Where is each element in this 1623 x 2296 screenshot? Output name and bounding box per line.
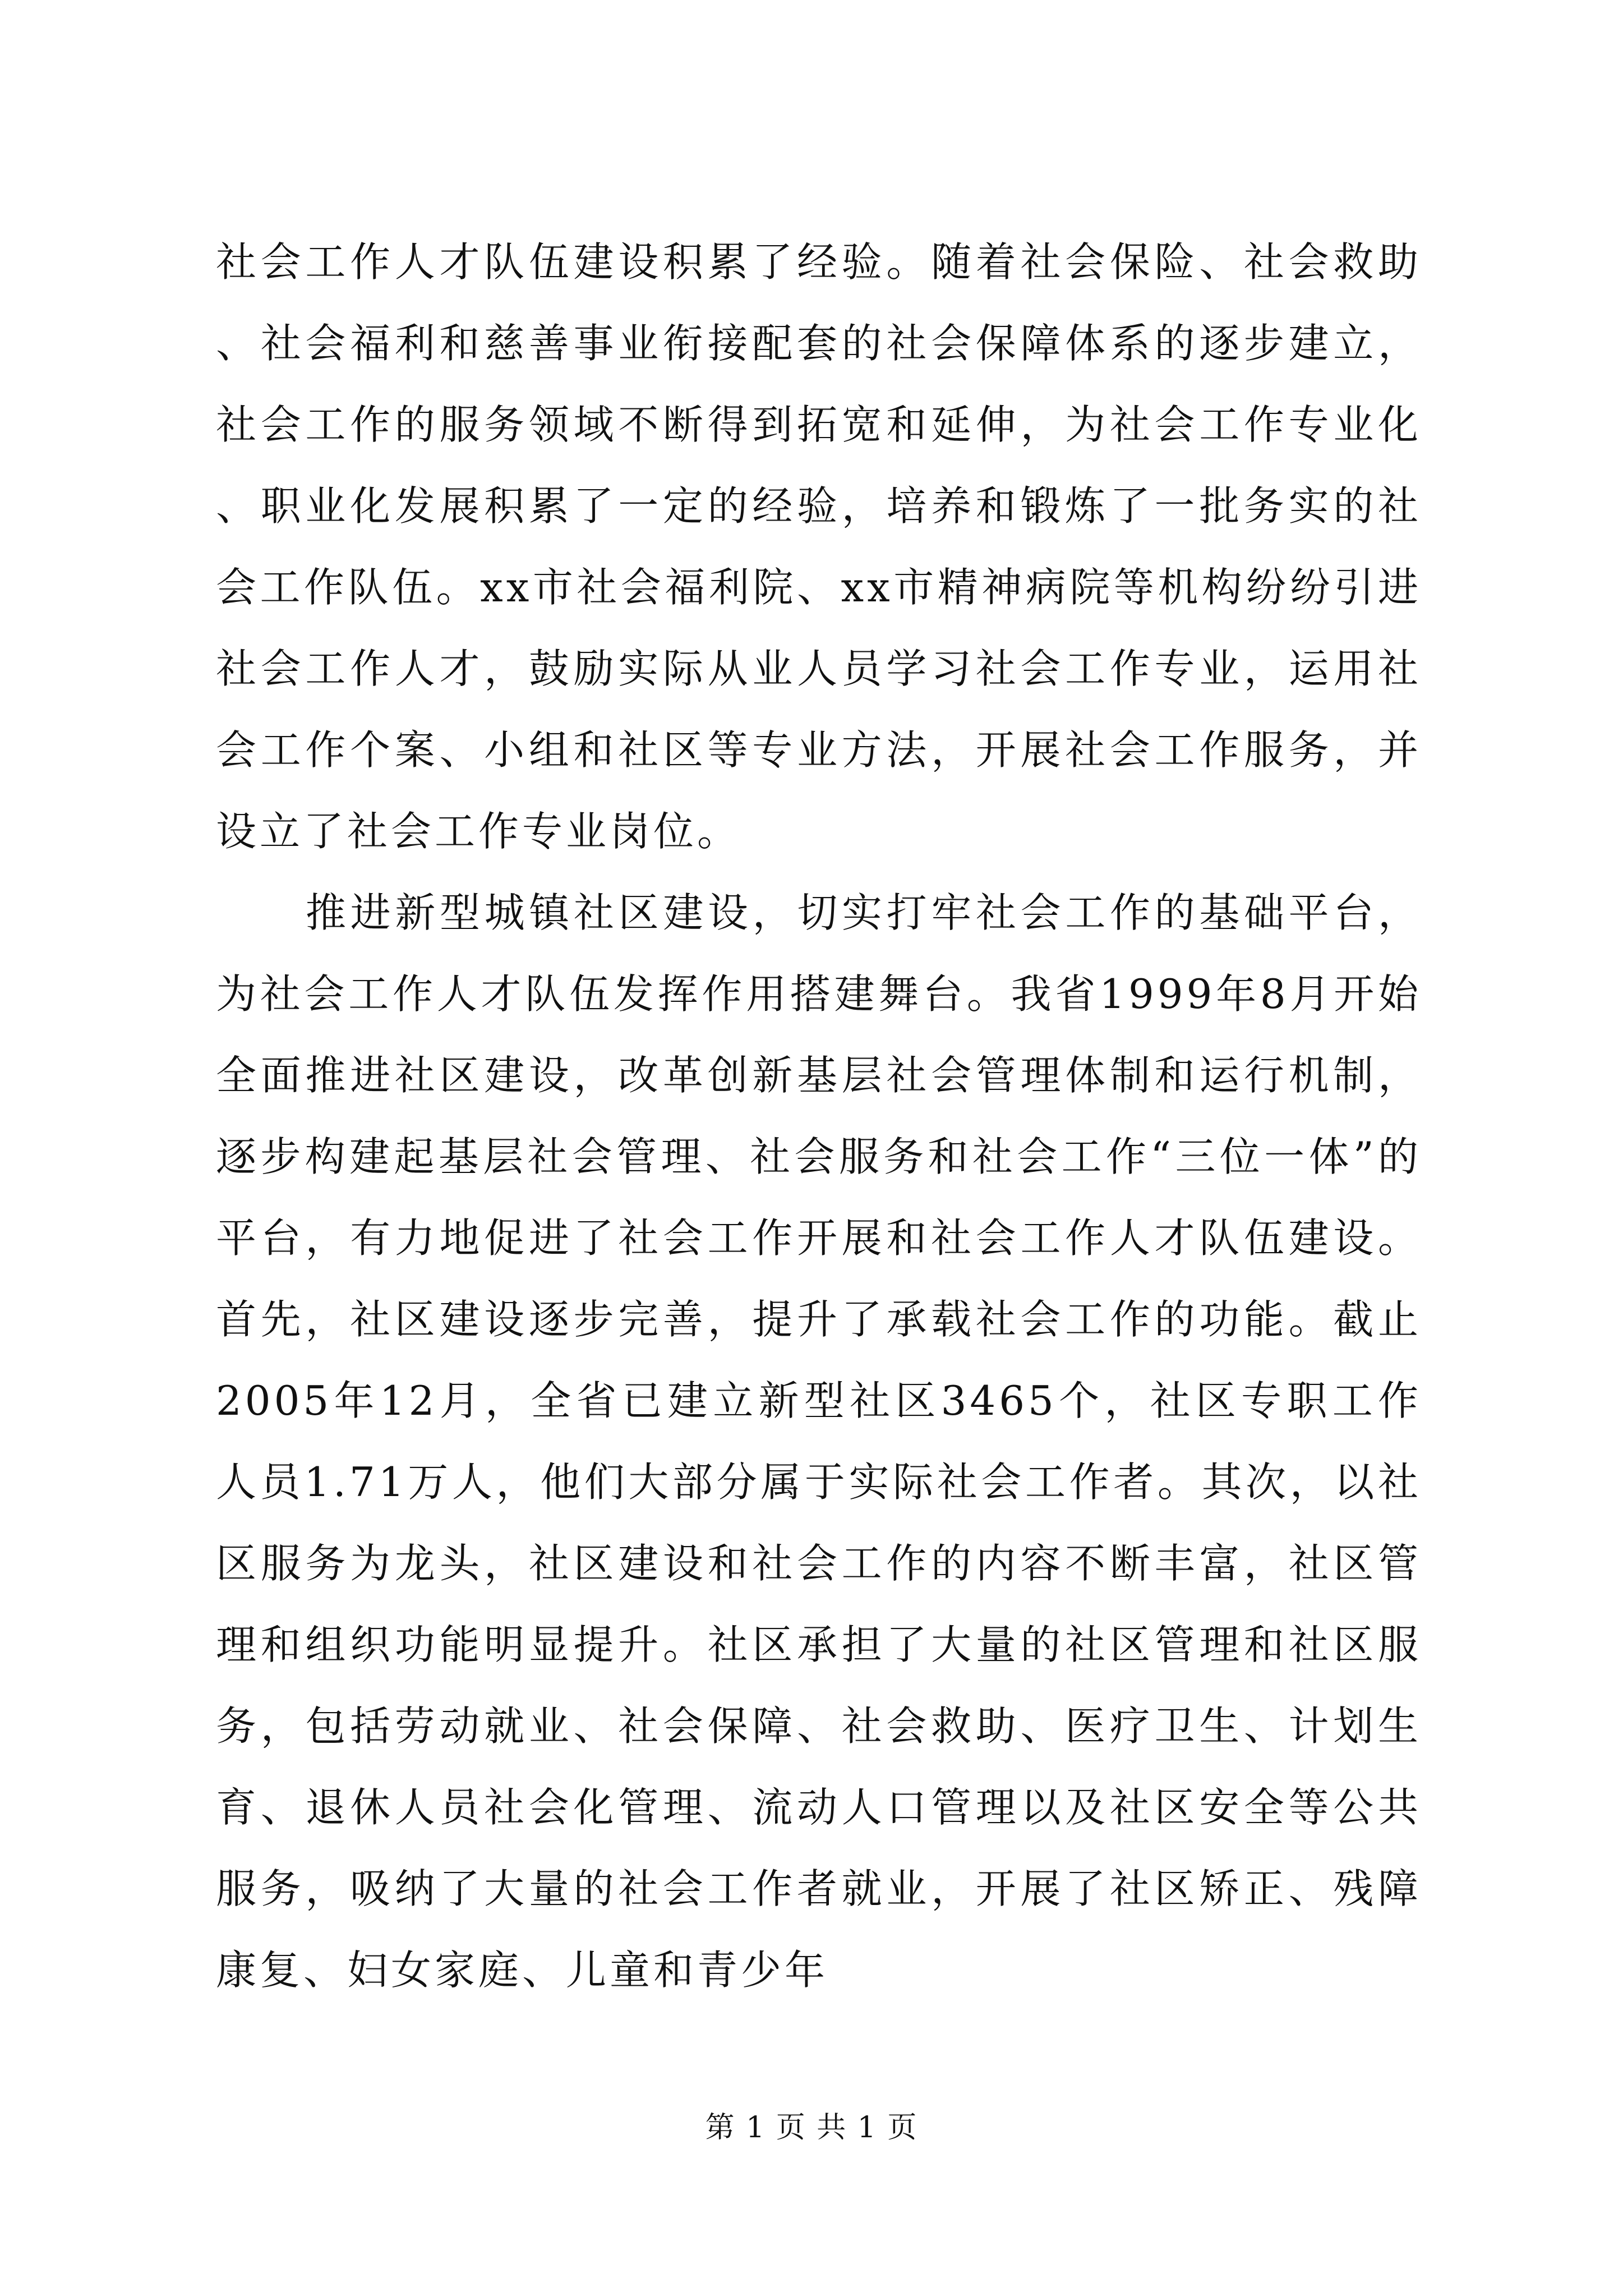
document-body: [216, 222, 1422, 2011]
page-footer: 第 1 页 共 1 页: [705, 2111, 918, 2145]
paragraph-1: 社会工作人才队伍建设积累了经验。随着社会保险、社会救助、社会福利和慈善事业衔接配套的社会保障体系的逐步建立，社会工作的服务领域不断得到拓宽和延伸，为社会工作专业化、职业化发展积累了一定的经验，培养和锻炼了一批务实的社会工作队伍。xx市社会福利院、xx市精神病院等机构纷纷引进社会工作人才，鼓励实际从业人员学习社会工作专业，运用社会工作个案、小组和社区等专业方法，开展社会工作服务，并设立了社会工作专业岗位。: [216, 238, 1422, 855]
paragraph-2: 推进新型城镇社区建设，切实打牢社会工作的基础平台，为社会工作人才队伍发挥作用搭建舞台。我省1999年8月开始全面推进社区建设，改革创新基层社会管理体制和运行机制，逐步构建起基层社会管理、社会服务和社会工作“三位一体”的平台，有力地促进了社会工作开展和社会工作人才队伍建设。首先，社区建设逐步完善，提升了承载社会工作的功能。截止2005年12月，全省已建立新型社区3465个，社区专职工作人员1.71万人，他们大部分属于实际社会工作者。其次，以社区服务为龙头，社区建设和社会工作的内容不断丰富，社区管理和组织功能明显提升。社区承担了大量的社区管理和社区服务，包括劳动就业、社会保障、社会救助、医疗卫生、计划生育、退休人员社会化管理、流动人口管理以及社区安全等公共服务，吸纳了大量的社会工作者就业，开展了社区矫正、残障康复、妇女家庭、儿童和青少年: [216, 889, 1422, 1994]
